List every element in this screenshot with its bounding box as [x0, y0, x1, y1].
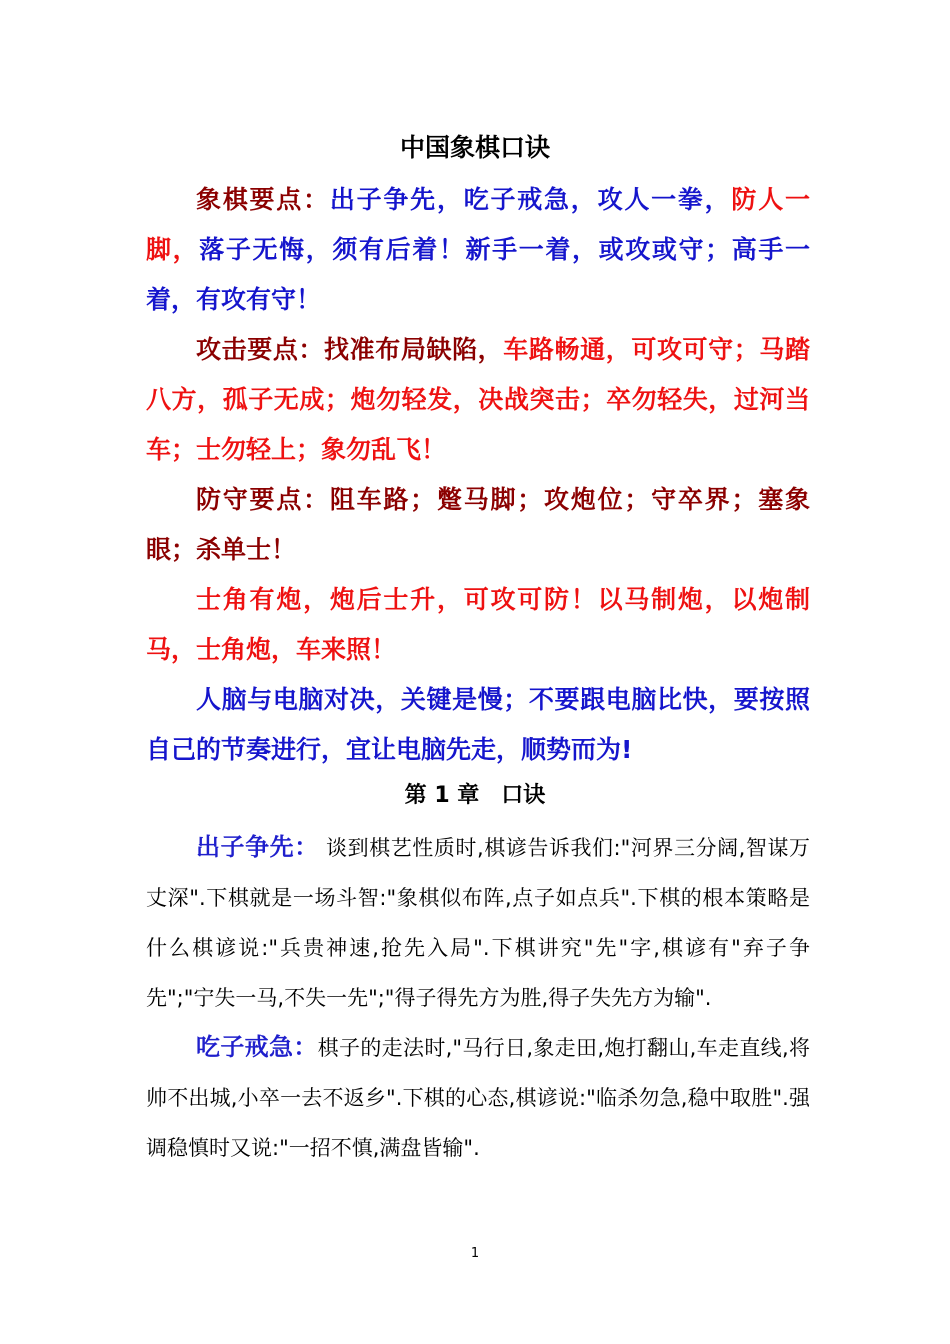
section-label: 象棋要点：: [196, 185, 330, 214]
paragraph-text: 棋子的走法时,"马行日,象走田,炮打翻山,车走直线,将帅不出城,小卒一去不返乡".下棋的心态,棋谚说:"临杀勿急,稳中取胜".强调稳慎时又说:"一招不慎,满盘皆输".: [146, 1036, 810, 1160]
chapter-heading: 第 1 章 口诀: [404, 783, 546, 808]
section-attack-essentials: [146, 325, 810, 475]
section-text-highlight: 防人一脚，: [146, 185, 810, 264]
section-cannon-tips: [146, 575, 810, 675]
paragraph-lead: 出子争先：: [196, 833, 319, 861]
section-defense-essentials: [146, 475, 810, 575]
section-human-vs-computer: [146, 675, 810, 775]
section-text: 士角有炮，炮后士升，可攻可防！以马制炮，以炮制马，士角炮，车来照！: [146, 585, 810, 664]
section-text: 防守要点：阻车路；蹩马脚；攻炮位；守卒界；塞象眼；杀单士！: [146, 485, 810, 564]
section-label: 攻击要点：找准布局缺陷，: [196, 335, 504, 364]
paragraph-develop-first: [146, 822, 810, 1023]
section-text: 落子无悔，须有后着！新手一着，或攻或守；高手一着，有攻有守！: [146, 235, 810, 314]
paragraph-capture-caution: [146, 1022, 810, 1173]
section-text: 车路畅通，可攻可守；马踏八方，孤子无成；炮勿轻发，决战突击；卒勿轻失，过河当车；士勿轻上；象勿乱飞！: [146, 335, 810, 464]
section-text: 出子争先，吃子戒急，攻人一拳，: [329, 185, 732, 214]
section-chess-essentials: [146, 175, 810, 325]
page-number: 1: [470, 1246, 480, 1261]
paragraph-text: 谈到棋艺性质时,棋谚告诉我们:"河界三分阔,智谋万丈深".下棋就是一场斗智:"象棋似布阵,点子如点兵".下棋的根本策略是什么棋谚说:"兵贵神速,抢先入局".下棋讲究"先"字,棋谚有"弃子争先";"宁失一马,不失一先";"得子得先方为胜,得子失先方为输".: [146, 836, 811, 1010]
section-text: 人脑与电脑对决，关键是慢；不要跟电脑比快，要按照自己的节奏进行，宜让电脑先走，顺势而为!: [146, 685, 810, 764]
document-title: 中国象棋口诀: [399, 133, 550, 162]
paragraph-lead: 吃子戒急：: [196, 1033, 318, 1061]
